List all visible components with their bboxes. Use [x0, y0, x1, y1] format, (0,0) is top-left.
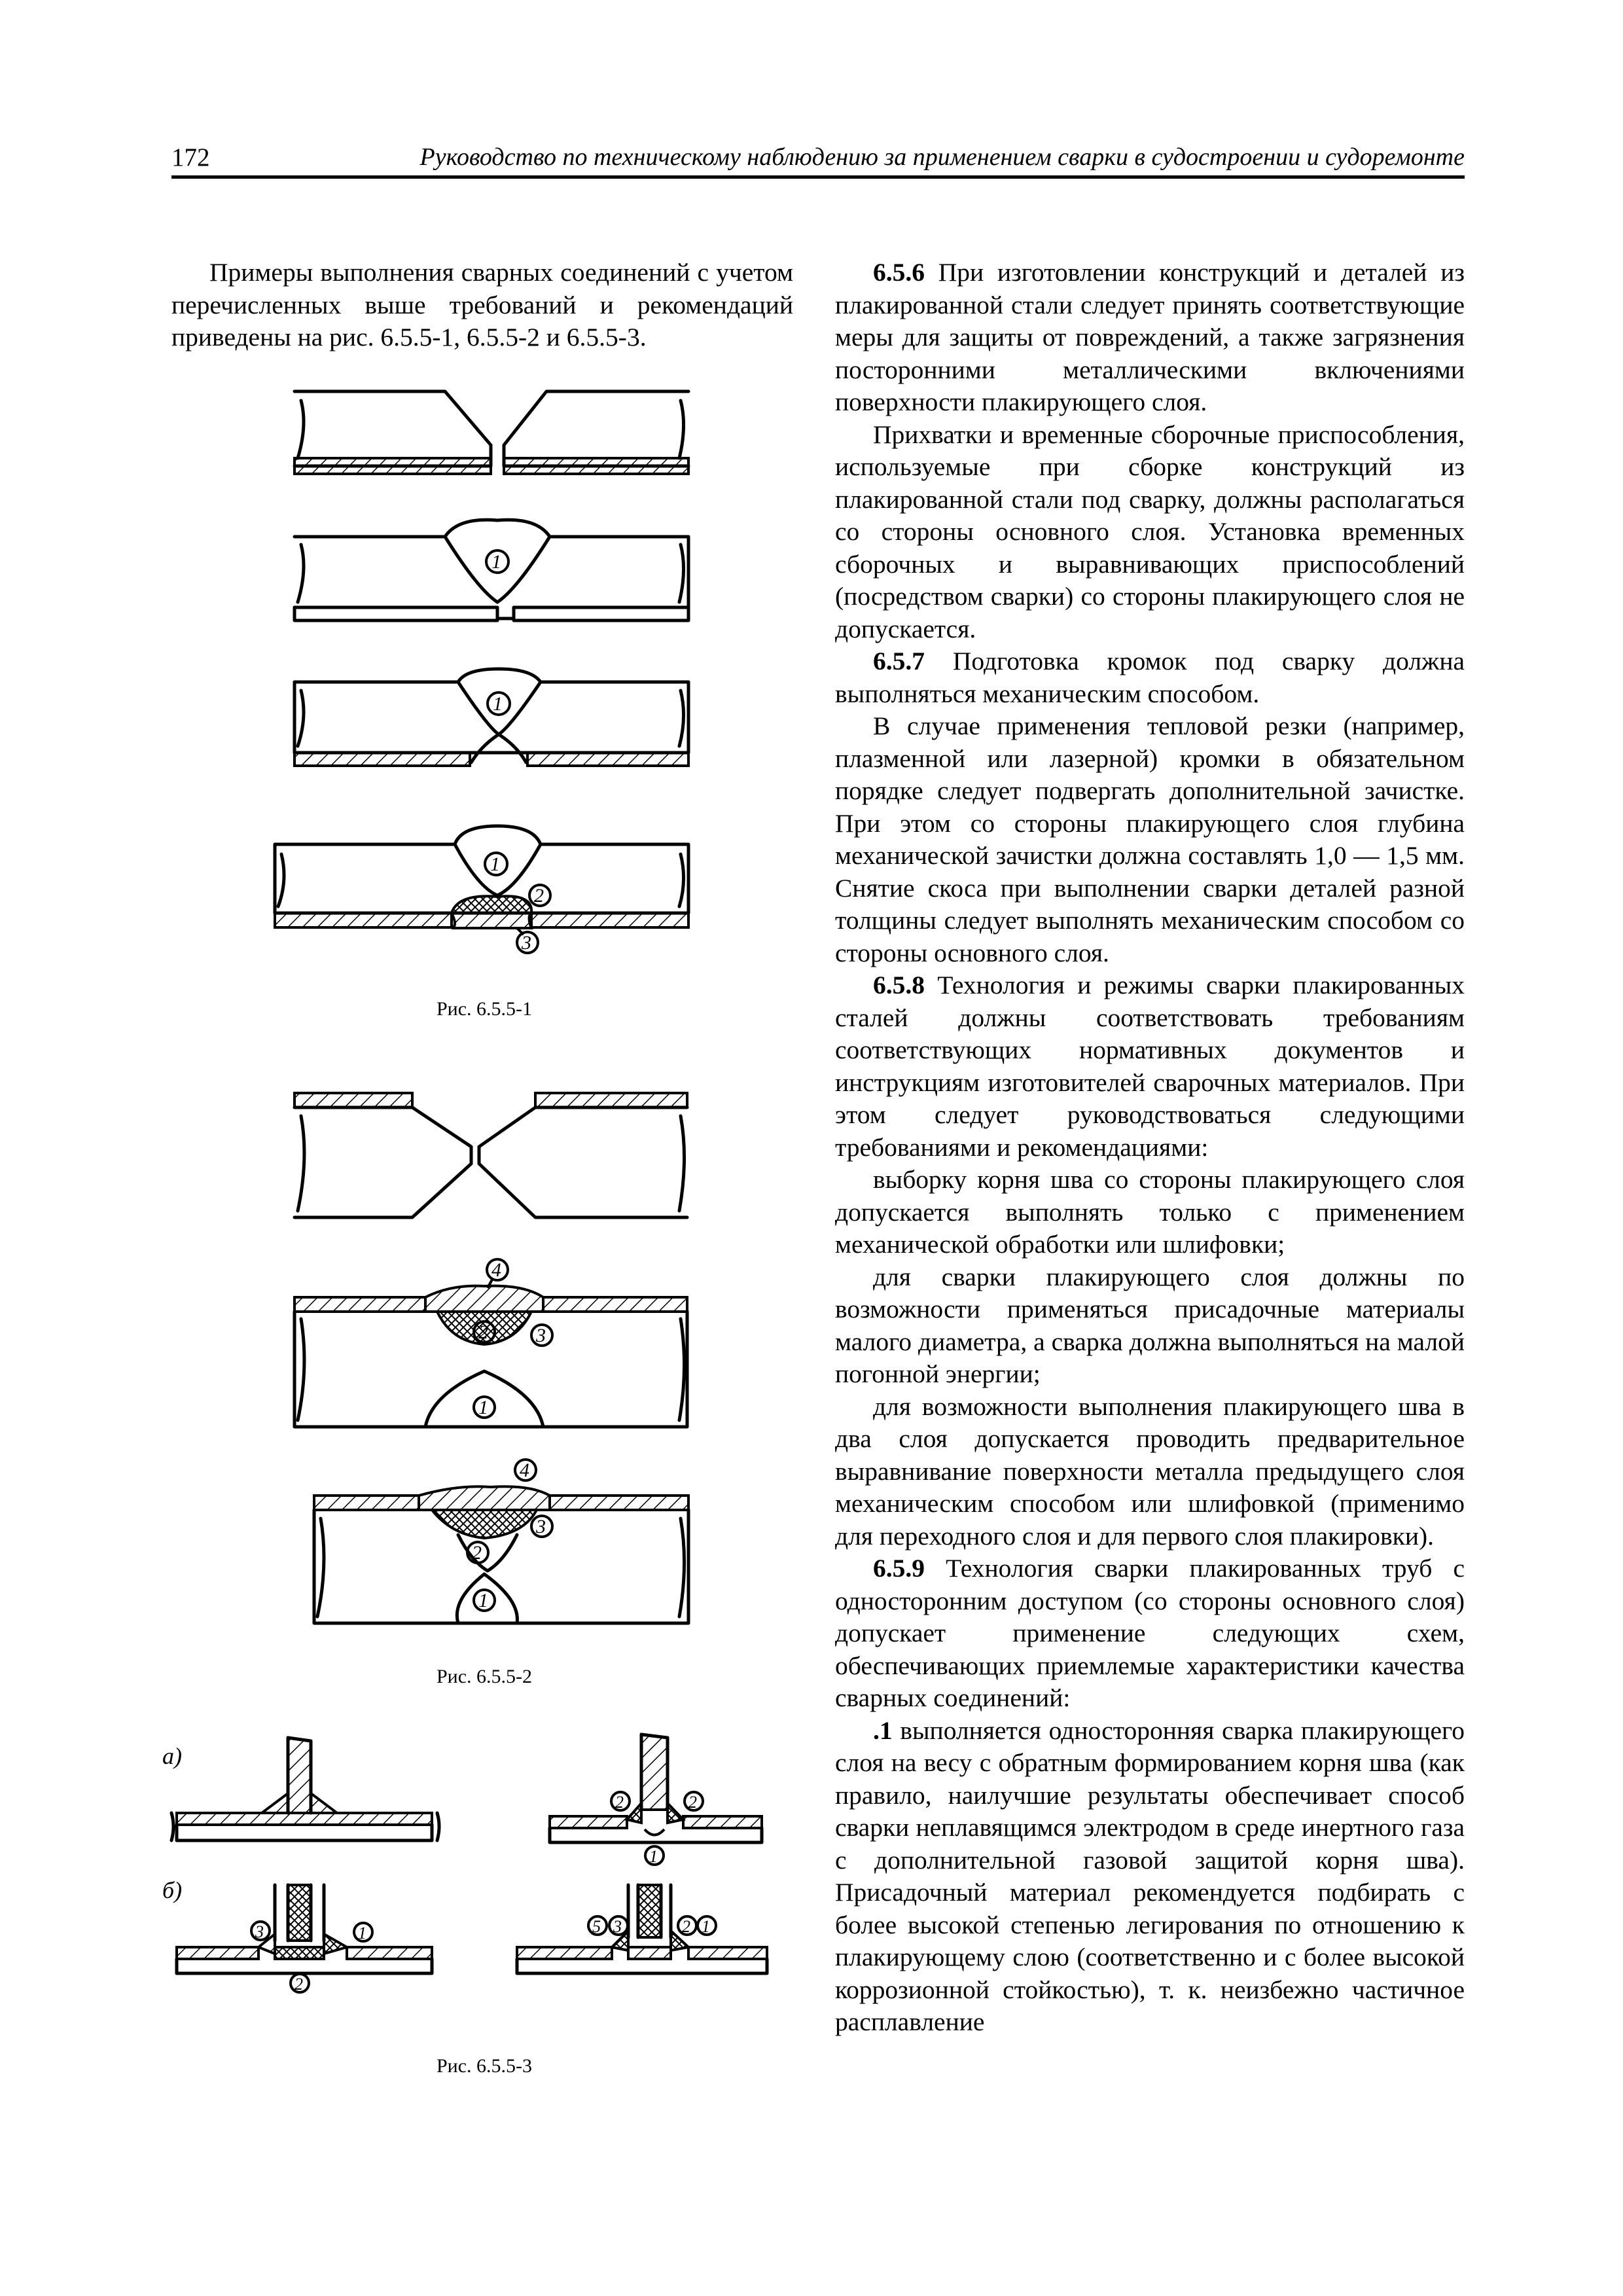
paragraph-two-layer: для возможности выполнения плакирующего шва в два слоя допускается проводить предварительное выравнивание поверхности металла предыдущего слоя механическим способом или шлифовкой (применимо для переходного слоя и для первого слоя плакировки). — [835, 1391, 1465, 1551]
intro-paragraph: Примеры выполнения сварных соединений с учетом перечисленных выше требований и рекомендаций приведены на рис. 6.5.5-1, 6.5.5-2 и 6.5.5-3. — [171, 258, 793, 351]
label-1: 1 — [493, 693, 503, 715]
label-2: 2 — [294, 1975, 303, 1994]
fig1-stage-a — [294, 391, 688, 474]
section-number: 6.5.7 — [873, 647, 925, 675]
fig2-stage-b — [294, 1259, 687, 1427]
section-6-5-6 — [835, 257, 1465, 419]
list-item-1 — [835, 1715, 1465, 2039]
fig-6-5-5-1-caption: Рис. 6.5.5-1 — [436, 998, 533, 1020]
label-2: 2 — [478, 1321, 488, 1343]
fig3-a-left — [171, 1738, 439, 1840]
fig1-stage-b — [294, 520, 688, 620]
label-4: 4 — [520, 1460, 529, 1481]
label-5: 5 — [592, 1917, 601, 1936]
label-1: 1 — [478, 1590, 488, 1611]
fig-6-5-5-2-caption: Рис. 6.5.5-2 — [436, 1666, 533, 1687]
section-text: Технология сварки плакированных труб с односторонним доступом (со стороны основного слоя) допускает применение следующих схем, обеспечивающих приемлемые характеристики качества сварных соединений: — [835, 1554, 1465, 1712]
label-4: 4 — [491, 1259, 501, 1281]
right-column — [835, 257, 1465, 2039]
label-2: 2 — [472, 1542, 482, 1564]
label-2: 2 — [688, 1793, 697, 1812]
label-1: 1 — [649, 1847, 658, 1866]
label-2: 2 — [615, 1793, 624, 1812]
section-text: Подготовка кромок под сварку должна выполняться механическим способом. — [835, 647, 1465, 708]
fig2-stage-c — [314, 1460, 688, 1623]
fig2-stage-a — [294, 1093, 687, 1217]
section-text: Технология и режимы сварки плакированных сталей должны соответствовать требованиям соответствующих нормативных документов и инструкциям изготовителей сварочных материалов. При этом следует руководствоваться следующими требованиями и рекомендациями: — [835, 971, 1465, 1162]
fig-6-5-5-3-diagram — [162, 1734, 767, 1994]
running-title: Руководство по техническому наблюдению за применением сварки в судостроении и судоремонте — [419, 143, 1465, 171]
fig-6-5-5-3-caption: Рис. 6.5.5-3 — [436, 2055, 533, 2077]
label-1: 1 — [490, 853, 500, 875]
fig3-a-right — [550, 1734, 762, 1866]
label-1: 1 — [491, 551, 501, 573]
paragraph-thermal-cutting: В случае применения тепловой резки (например, плазменной или лазерной) кромки в обязательном порядке следует подвергать дополнительной зачистке. При этом со стороны плакирующего слоя глубина механической зачистки должна составлять 1,0 — 1,5 мм. Снятие скоса при выполнении сварки деталей разной толщины следует выполнять механическим способом со стороны основного слоя. — [835, 711, 1465, 967]
section-text: При изготовлении конструкций и деталей из плакированной стали следует принять соответствующие меры для защиты от повреждений, а также загрязнения посторонними металлическими включениями поверхности плакирующего слоя. — [835, 258, 1465, 416]
section-number: 6.5.6 — [873, 258, 925, 287]
label-a: а) — [162, 1743, 182, 1769]
fig3-b-left — [177, 1885, 432, 1994]
label-1: 1 — [358, 1924, 366, 1943]
paragraph-filler: для сварки плакирующего слоя должны по возможности применяться присадочные материалы малого диаметра, а сварка должна выполняться на малой погонной энергии; — [835, 1262, 1465, 1388]
label-1: 1 — [702, 1917, 710, 1936]
label-1: 1 — [478, 1397, 488, 1418]
fig3-b-right — [517, 1885, 767, 1973]
label-3: 3 — [255, 1922, 264, 1941]
fig-6-5-5-2-diagram — [294, 1093, 688, 1623]
item-text: выполняется односторонняя сварка плакирующего слоя на весу с обратным формированием корня шва (как правило, наилучшие результаты обеспечивает способ сварки неплавящимся электродом в среде инертного газа с дополнительной газовой защитой корня шва). Присадочный материал рекомендуется подбирать с более высокой степенью легирования по отношению к плакирующему слою (соответственно и с более высокой коррозионной стойкостью), т. к. неизбежно частичное расплавление — [835, 1715, 1465, 2036]
label-3: 3 — [536, 1516, 546, 1537]
label-3: 3 — [536, 1325, 546, 1346]
fig1-stage-c — [294, 669, 688, 766]
paragraph-tacks: Прихватки и временные сборочные приспособления, используемые при сборке конструкций из плакированной стали под сварку, должны располагаться со стороны основного слоя. Установка временных сборочных и выравнивающих приспособлений (посредством сварки) со стороны плакирующего слоя не допускается. — [835, 420, 1465, 643]
fig-6-5-5-1-diagram — [275, 391, 688, 954]
label-b: б) — [162, 1877, 183, 1903]
section-number: 6.5.9 — [873, 1554, 925, 1583]
label-2: 2 — [682, 1917, 690, 1936]
section-6-5-7 — [835, 645, 1465, 710]
paragraph-root: выборку корня шва со стороны плакирующего слоя допускается выполнять только с применением механической обработки или шлифовки; — [835, 1165, 1465, 1259]
page-number: 172 — [171, 143, 210, 171]
label-3: 3 — [613, 1917, 622, 1936]
section-number: 6.5.8 — [873, 971, 925, 999]
label-3: 3 — [522, 932, 531, 954]
section-6-5-9 — [835, 1552, 1465, 1715]
label-2: 2 — [534, 885, 544, 906]
item-number: .1 — [873, 1715, 893, 1745]
fig1-stage-d — [275, 826, 688, 954]
section-6-5-8 — [835, 969, 1465, 1164]
